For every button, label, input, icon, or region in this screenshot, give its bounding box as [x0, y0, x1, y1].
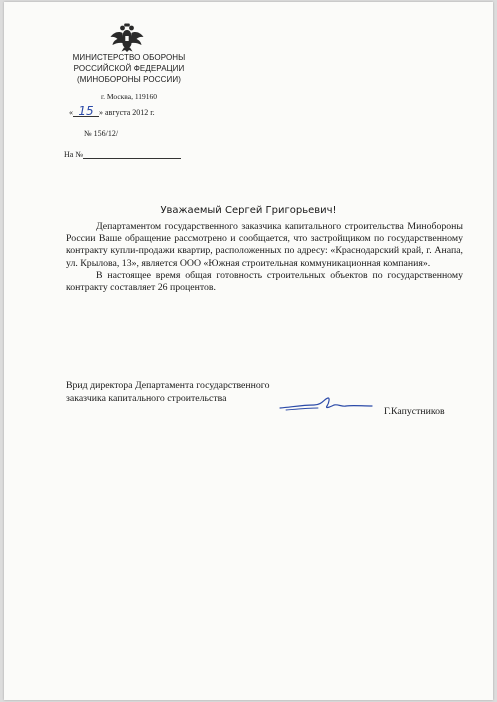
reply-to-number: [64, 150, 181, 159]
ministry-name: [44, 52, 214, 85]
document-number: № 156/12/: [84, 129, 119, 138]
date-open-quote: «: [69, 108, 73, 117]
greeting: Уважаемый Сергей Григорьевич!: [160, 205, 337, 216]
ministry-line: (МИНОБОРОНЫ РОССИИ): [77, 75, 181, 84]
signer-title: [66, 380, 269, 405]
city-address: г. Москва, 119160: [100, 92, 158, 101]
body-paragraph: В настоящее время общая готовность строительных объектов по государственному контракту составляет 26 процентов.: [66, 269, 463, 294]
handwritten-signature: [278, 395, 374, 415]
date-day: 15: [73, 107, 99, 117]
letter-date: [69, 104, 155, 118]
reply-to-blank: [83, 150, 181, 159]
signer-title-line: Врид директора Департамента государственного: [66, 380, 270, 391]
double-headed-eagle-icon: [110, 22, 144, 52]
signer-title-line: заказчика капитального строительства: [66, 392, 227, 404]
body-paragraph: Департаментом государственного заказчика капитального строительства Минобороны России Ваше обращение рассмотрено и сообщается, что застройщиком по государственному контракту купли-продажи квартир, расположенных по адресу: «Краснодарский край, г. Анапа, ул. Крылова, 13», является ООО «Южная строительная коммуникационная компания».: [66, 221, 463, 269]
ministry-line: РОССИЙСКОЙ ФЕДЕРАЦИИ: [73, 64, 185, 73]
ministry-line: МИНИСТЕРСТВО ОБОРОНЫ: [72, 53, 186, 62]
signer-name: Г.Капустников: [384, 406, 445, 417]
letter-body: [66, 221, 463, 294]
letter-page: [4, 2, 493, 700]
date-month-year: » августа 2012 г.: [99, 108, 155, 117]
reply-to-label: На №: [64, 150, 83, 159]
